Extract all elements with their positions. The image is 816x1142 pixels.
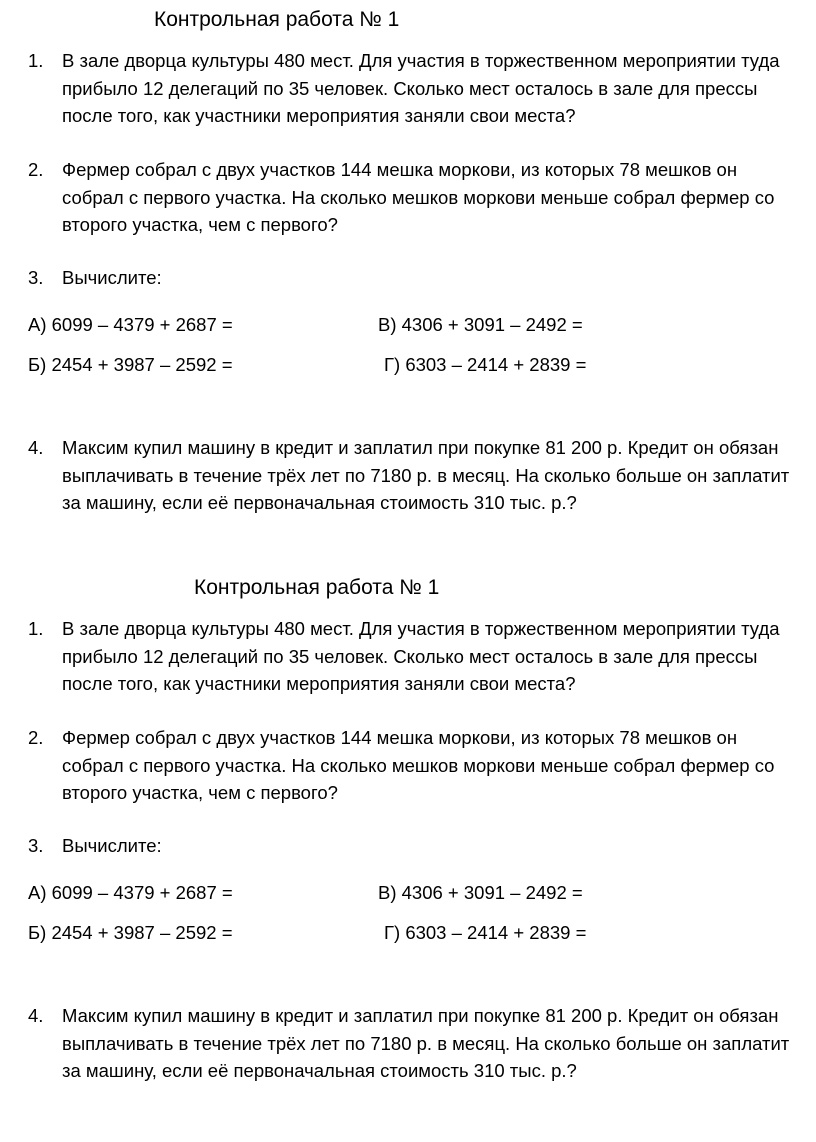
expression-v: В) 4306 + 3091 – 2492 = — [378, 314, 583, 335]
task-line: за машину, если её первоначальная стоимость 310 тыс. р.? — [62, 492, 577, 513]
expression-b: Б) 2454 + 3987 – 2592 = — [28, 354, 233, 375]
task-line: собрал с первого участка. На сколько мешков моркови меньше собрал фермер со — [62, 186, 775, 208]
task-label: Вычислите: — [62, 267, 162, 288]
task-text — [62, 434, 816, 517]
task-line: Максим купил машину в кредит и заплатил при покупке 81 200 р. Кредит он обязан — [62, 1005, 779, 1026]
task-line: прибыло 12 делегаций по 35 человек. Сколько мест осталось в зале для прессы — [62, 645, 758, 667]
task-line: выплачивать в течение трёх лет по 7180 р. в месяц. На сколько больше он заплатит — [62, 1032, 790, 1054]
task-number: 2. — [28, 159, 44, 180]
task-line: после того, как участники мероприятия заняли свои места? — [62, 105, 576, 126]
task-label: Вычислите: — [62, 835, 162, 856]
expression-b: Б) 2454 + 3987 – 2592 = — [28, 922, 233, 943]
task-text — [62, 1002, 816, 1085]
task-text — [62, 724, 816, 807]
task-line: второго участка, чем с первого? — [62, 214, 338, 235]
task-number: 4. — [28, 1005, 44, 1026]
task-text — [62, 264, 816, 292]
task-text — [62, 615, 816, 698]
task-number: 1. — [28, 50, 44, 71]
task-number: 3. — [28, 267, 44, 288]
task-line: за машину, если её первоначальная стоимость 310 тыс. р.? — [62, 1060, 577, 1081]
task-text — [62, 156, 816, 239]
task-text — [62, 832, 816, 860]
task-number: 4. — [28, 437, 44, 458]
task-number: 1. — [28, 618, 44, 639]
task-line: В зале дворца культуры 480 мест. Для участия в торжественном мероприятии туда — [62, 50, 780, 71]
task-line: В зале дворца культуры 480 мест. Для участия в торжественном мероприятии туда — [62, 618, 780, 639]
expression-a: А) 6099 – 4379 + 2687 = — [28, 314, 233, 335]
task-line: после того, как участники мероприятия заняли свои места? — [62, 673, 576, 694]
page-title: Контрольная работа № 1 — [154, 8, 400, 31]
page-title: Контрольная работа № 1 — [194, 576, 440, 599]
task-line: прибыло 12 делегаций по 35 человек. Сколько мест осталось в зале для прессы — [62, 77, 758, 99]
task-line: Максим купил машину в кредит и заплатил при покупке 81 200 р. Кредит он обязан — [62, 437, 779, 458]
expression-g: Г) 6303 – 2414 + 2839 = — [384, 354, 587, 375]
task-line: Фермер собрал с двух участков 144 мешка моркови, из которых 78 мешков он — [62, 727, 738, 748]
task-line: собрал с первого участка. На сколько мешков моркови меньше собрал фермер со — [62, 754, 775, 776]
task-line: Фермер собрал с двух участков 144 мешка моркови, из которых 78 мешков он — [62, 159, 738, 180]
expression-v: В) 4306 + 3091 – 2492 = — [378, 882, 583, 903]
task-number: 3. — [28, 835, 44, 856]
expression-g: Г) 6303 – 2414 + 2839 = — [384, 922, 587, 943]
task-text — [62, 47, 816, 130]
task-number: 2. — [28, 727, 44, 748]
task-line: выплачивать в течение трёх лет по 7180 р. в месяц. На сколько больше он заплатит — [62, 464, 790, 486]
task-line: второго участка, чем с первого? — [62, 782, 338, 803]
expression-a: А) 6099 – 4379 + 2687 = — [28, 882, 233, 903]
